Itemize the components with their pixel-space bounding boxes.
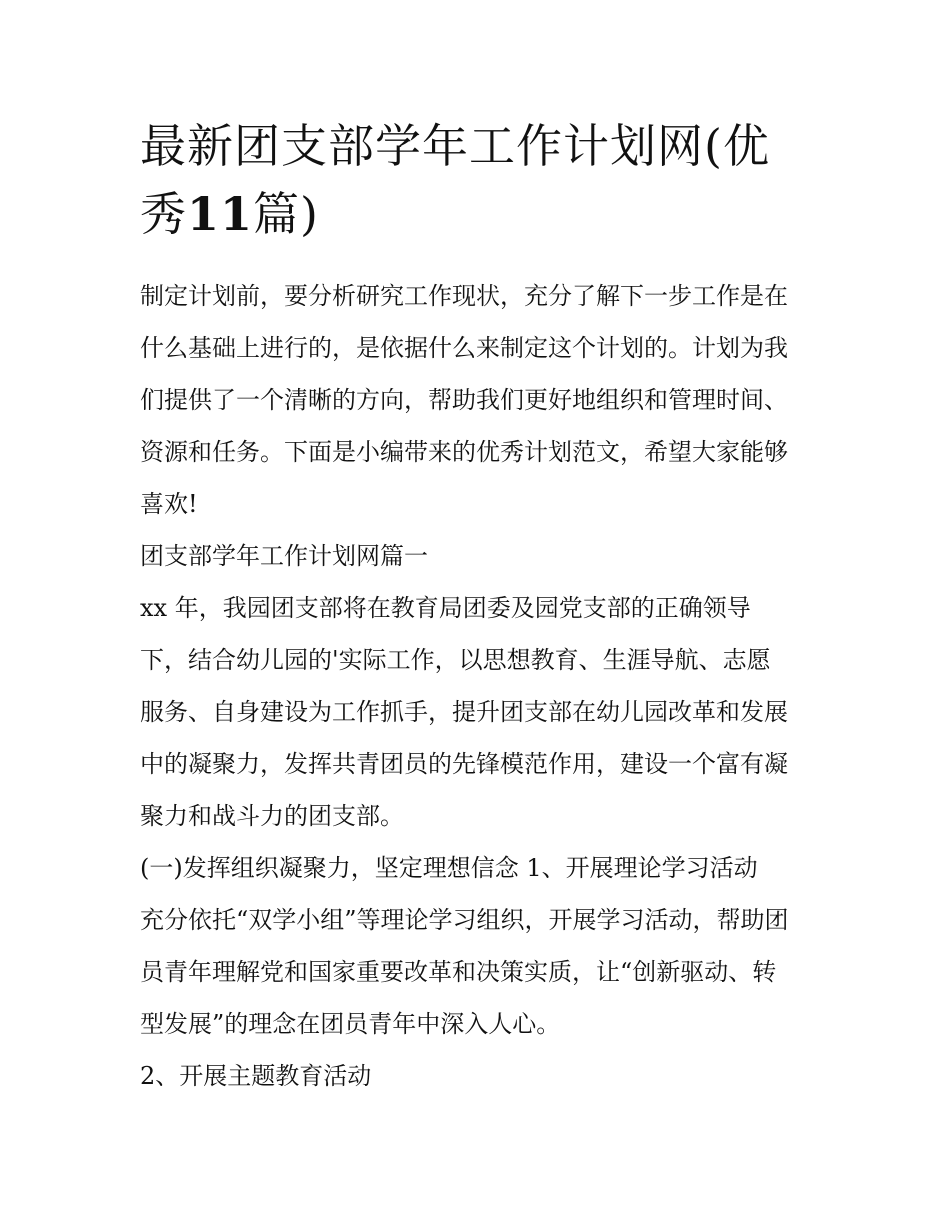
- title-line-2-suffix: 篇): [253, 187, 319, 241]
- body-line: 喜欢!: [140, 490, 198, 518]
- body-line: 中的凝聚力，发挥共青团员的先锋模范作用，建设一个富有凝: [140, 750, 788, 778]
- body-line: 型发展”的理念在团员青年中深入人心。: [140, 1010, 561, 1038]
- section-heading: 团支部学年工作计划网篇一: [140, 542, 428, 570]
- subsection-heading: (一)发挥组织凝聚力，坚定理想信念 1、开展理论学习活动: [140, 854, 758, 882]
- document-content: [140, 112, 820, 1102]
- body-line: 服务、自身建设为工作抓手，提升团支部在幼儿园改革和发展: [140, 698, 788, 726]
- body-line: 制定计划前，要分析研究工作现状，充分了解下一步工作是在: [140, 282, 788, 310]
- body-line: 资源和任务。下面是小编带来的优秀计划范文，希望大家能够: [140, 438, 788, 466]
- title-line-2-number: 11: [187, 187, 254, 241]
- title-line-2-prefix: 秀: [140, 187, 187, 241]
- body-line: 什么基础上进行的，是依据什么来制定这个计划的。计划为我: [140, 334, 788, 362]
- document-body: [140, 270, 820, 1102]
- body-line: 们提供了一个清晰的方向，帮助我们更好地组织和管理时间、: [140, 386, 788, 414]
- body-line: xx 年，我园团支部将在教育局团委及园党支部的正确领导: [140, 594, 751, 622]
- body-line: 下，结合幼儿园的'实际工作，以思想教育、生涯导航、志愿: [140, 646, 771, 674]
- subsection-heading: 2、开展主题教育活动: [140, 1062, 372, 1090]
- body-line: 聚力和战斗力的团支部。: [140, 802, 404, 830]
- body-line: 员青年理解党和国家重要改革和决策实质，让“创新驱动、转: [140, 958, 777, 986]
- title-line-1: 最新团支部学年工作计划网(优: [140, 119, 770, 173]
- document-title: [140, 112, 820, 248]
- body-line: 充分依托“双学小组”等理论学习组织，开展学习活动，帮助团: [140, 906, 789, 934]
